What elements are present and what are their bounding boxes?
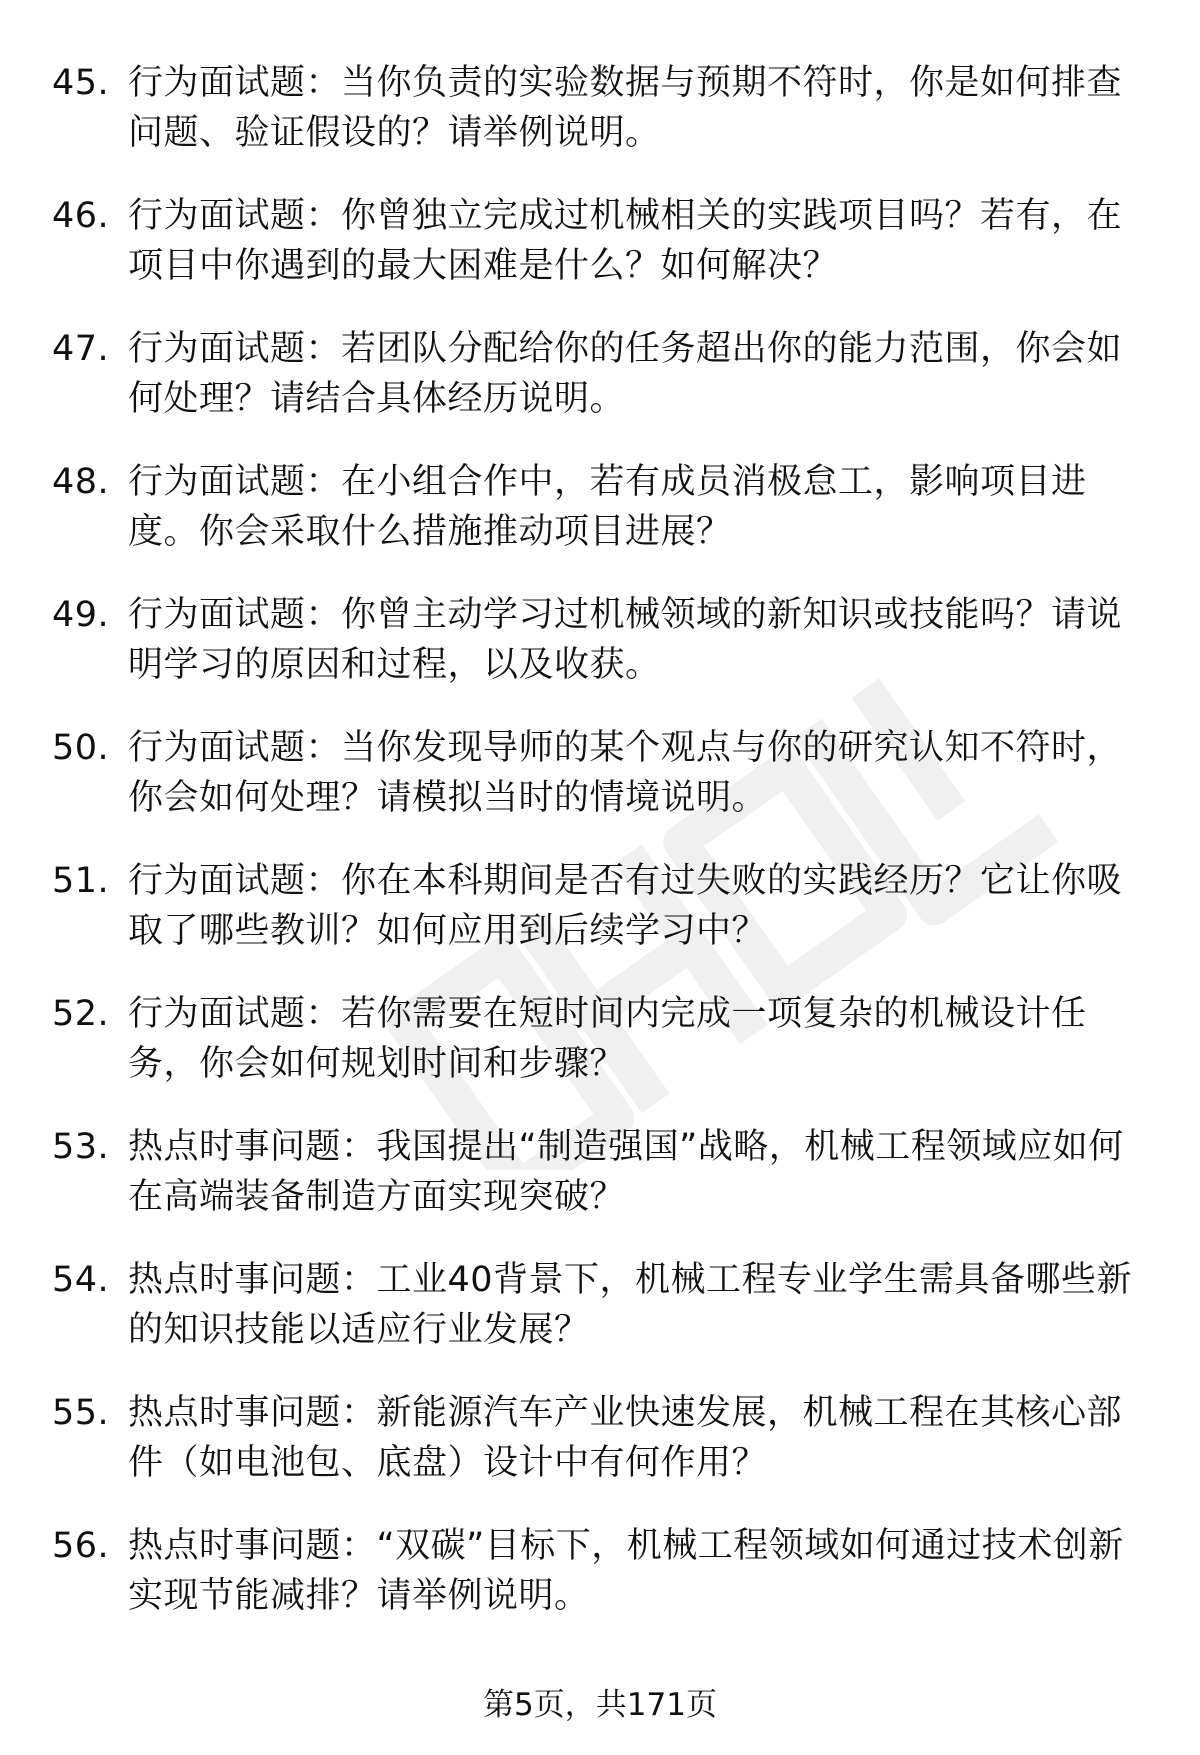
question-text: 行为面试题：若团队分配给你的任务超出你的能力范围，你会如何处理？请结合具体经历说明。 <box>128 329 1123 419</box>
page-number-label: 第5页，共171页 <box>483 1687 717 1723</box>
question-text: 行为面试题：在小组合作中，若有成员消极怠工，影响项目进度。你会采取什么措施推动项目进展？ <box>128 462 1087 552</box>
question-number: 48. <box>52 462 110 502</box>
question-number: 53. <box>52 1127 110 1167</box>
list-item <box>52 1521 1152 1621</box>
list-item <box>52 1122 1152 1222</box>
list-item <box>52 856 1152 956</box>
list-item <box>52 989 1152 1089</box>
question-number: 56. <box>52 1526 110 1566</box>
question-number: 50. <box>52 728 110 768</box>
list-item <box>52 324 1152 424</box>
list-item <box>52 723 1152 823</box>
page-footer <box>0 1685 1200 1725</box>
question-text: 行为面试题：当你负责的实验数据与预期不符时，你是如何排查问题、验证假设的？请举例说明。 <box>128 63 1123 153</box>
question-text: 行为面试题：若你需要在短时间内完成一项复杂的机械设计任务，你会如何规划时间和步骤？ <box>128 994 1087 1084</box>
question-list <box>52 58 1152 1654</box>
question-number: 49. <box>52 595 110 635</box>
question-text: 热点时事问题：“双碳”目标下，机械工程领域如何通过技术创新实现节能减排？请举例说明。 <box>128 1526 1124 1616</box>
question-text: 行为面试题：你在本科期间是否有过失败的实践经历？它让你吸取了哪些教训？如何应用到后续学习中？ <box>128 861 1123 951</box>
question-text: 行为面试题：你曾独立完成过机械相关的实践项目吗？若有，在项目中你遇到的最大困难是什么？如何解决？ <box>128 196 1123 286</box>
question-text: 热点时事问题：工业40背景下，机械工程专业学生需具备哪些新的知识技能以适应行业发展？ <box>128 1260 1133 1350</box>
question-number: 45. <box>52 63 110 103</box>
question-text: 行为面试题：你曾主动学习过机械领域的新知识或技能吗？请说明学习的原因和过程，以及收获。 <box>128 595 1123 685</box>
question-number: 46. <box>52 196 110 236</box>
list-item <box>52 1388 1152 1488</box>
question-number: 47. <box>52 329 110 369</box>
list-item <box>52 58 1152 158</box>
question-number: 54. <box>52 1260 110 1300</box>
question-number: 55. <box>52 1393 110 1433</box>
list-item <box>52 590 1152 690</box>
list-item <box>52 1255 1152 1355</box>
list-item <box>52 191 1152 291</box>
list-item <box>52 457 1152 557</box>
question-text: 热点时事问题：我国提出“制造强国”战略，机械工程领域应如何在高端装备制造方面实现突破？ <box>128 1127 1124 1217</box>
question-text: 热点时事问题：新能源汽车产业快速发展，机械工程在其核心部件（如电池包、底盘）设计中有何作用？ <box>128 1393 1123 1483</box>
question-number: 51. <box>52 861 110 901</box>
question-number: 52. <box>52 994 110 1034</box>
question-text: 行为面试题：当你发现导师的某个观点与你的研究认知不符时，你会如何处理？请模拟当时的情境说明。 <box>128 728 1123 818</box>
